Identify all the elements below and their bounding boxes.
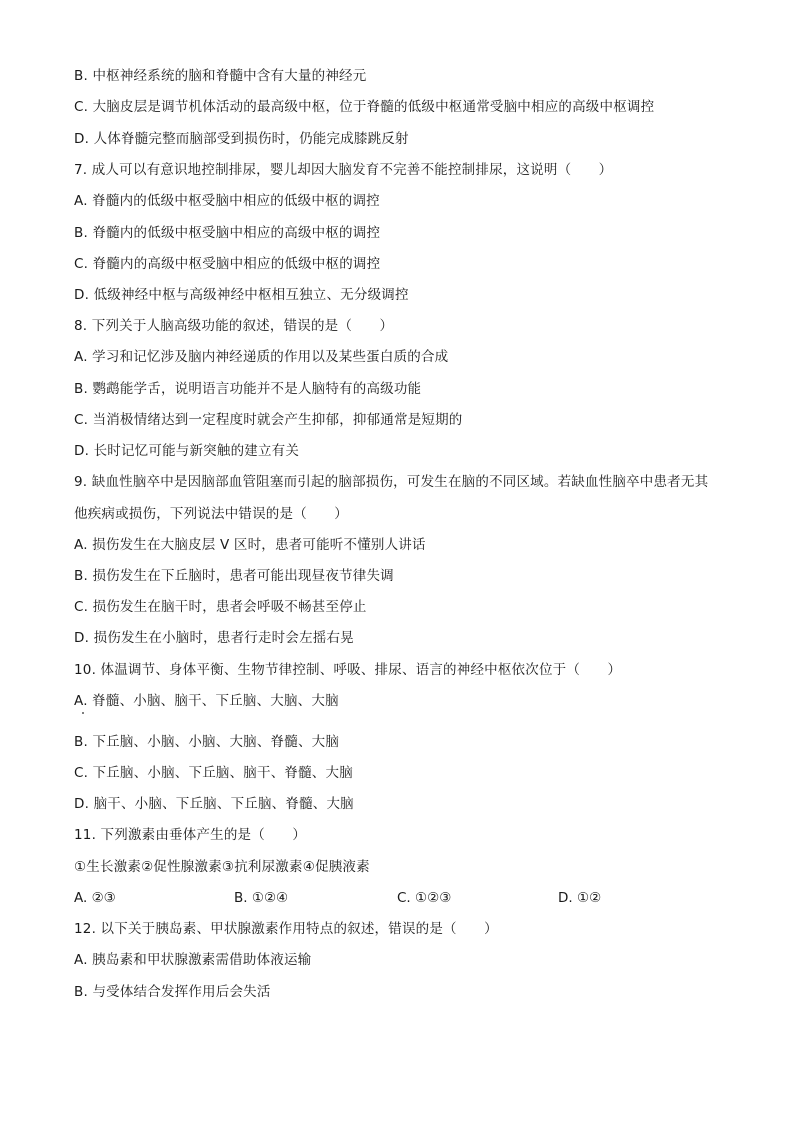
q12-stem: 12. 以下关于胰岛素、甲状腺激素作用特点的叙述，错误的是（ ） (74, 921, 498, 937)
q6-option-d: D. 人体脊髓完整而脑部受到损伤时，仍能完成膝跳反射 (74, 131, 409, 147)
q10-option-a: A. 脊髓、小脑、脑干、下丘脑、大脑、大脑 (74, 693, 339, 709)
q6-option-b: B. 中枢神经系统的脑和脊髓中含有大量的神经元 (74, 68, 367, 84)
q6-option-c: C. 大脑皮层是调节机体活动的最高级中枢，位于脊髓的低级中枢通常受脑中相应的高级中枢调控 (74, 99, 655, 115)
q11-items: ①生长激素②促性腺激素③抗利尿激素④促胰液素 (74, 859, 370, 875)
q7-stem: 7. 成人可以有意识地控制排尿，婴儿却因大脑发育不完善不能控制排尿，这说明（ ） (74, 162, 613, 178)
q9-stem-line1: 9. 缺血性脑卒中是因脑部血管阻塞而引起的脑部损伤，可发生在脑的不同区域。若缺血性脑卒中患者无其 (74, 474, 709, 490)
q9-option-c: C. 损伤发生在脑干时，患者会呼吸不畅甚至停止 (74, 599, 367, 615)
q11-option-d: D. ①② (558, 890, 602, 906)
q9-option-b: B. 损伤发生在下丘脑时，患者可能出现昼夜节律失调 (74, 568, 394, 584)
q8-option-d: D. 长时记忆可能与新突触的建立有关 (74, 443, 300, 459)
q7-option-a: A. 脊髓内的低级中枢受脑中相应的低级中枢的调控 (74, 193, 380, 209)
q8-stem: 8. 下列关于人脑高级功能的叙述，错误的是（ ） (74, 318, 394, 334)
q11-option-b: B. ①②④ (234, 890, 289, 906)
q11-options-row (74, 889, 734, 907)
q9-option-d: D. 损伤发生在小脑时，患者行走时会左摇右晃 (74, 630, 354, 646)
q10-option-b: B. 下丘脑、小脑、小脑、大脑、脊髓、大脑 (74, 734, 340, 750)
q7-option-d: D. 低级神经中枢与高级神经中枢相互独立、无分级调控 (74, 287, 409, 303)
q7-option-b: B. 脊髓内的低级中枢受脑中相应的高级中枢的调控 (74, 225, 381, 241)
q7-option-c: C. 脊髓内的高级中枢受脑中相应的低级中枢的调控 (74, 256, 381, 272)
q10-option-d: D. 脑干、小脑、下丘脑、下丘脑、脊髓、大脑 (74, 796, 354, 812)
q9-stem-line2: 他疾病或损伤，下列说法中错误的是（ ） (74, 506, 348, 522)
q8-option-a: A. 学习和记忆涉及脑内神经递质的作用以及某些蛋白质的合成 (74, 349, 449, 365)
q12-option-b: B. 与受体结合发挥作用后会失活 (74, 984, 271, 1000)
q9-option-a: A. 损伤发生在大脑皮层 V 区时，患者可能听不懂别人讲话 (74, 537, 426, 553)
q11-stem: 11. 下列激素由垂体产生的是（ ） (74, 827, 307, 843)
q8-option-c: C. 当消极情绪达到一定程度时就会产生抑郁，抑郁通常是短期的 (74, 412, 463, 428)
q11-option-a: A. ②③ (74, 890, 116, 906)
q10-option-c: C. 下丘脑、小脑、下丘脑、脑干、脊髓、大脑 (74, 765, 353, 781)
q8-option-b: B. 鹦鹉能学舌，说明语言功能并不是人脑特有的高级功能 (74, 381, 422, 397)
q10-stem: 10. 体温调节、身体平衡、生物节律控制、呼吸、排尿、语言的神经中枢依次位于（ ） (74, 662, 622, 678)
stray-dot (82, 712, 84, 714)
q11-option-c: C. ①②③ (397, 890, 452, 906)
q12-option-a: A. 胰岛素和甲状腺激素需借助体液运输 (74, 952, 312, 968)
